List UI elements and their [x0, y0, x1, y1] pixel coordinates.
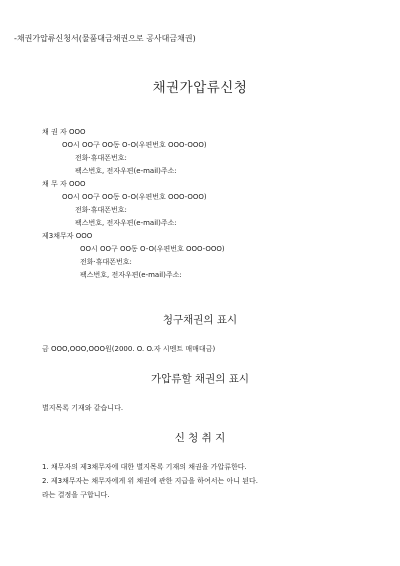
purpose-line-1: 1. 채무자의 제3채무자에 대한 별지목록 기재의 채권을 가압류한다. [42, 463, 247, 471]
third-debtor-fax: 팩스번호, 전자우편(e-mail)주소: [80, 271, 182, 279]
third-debtor-address: OO시 OO구 OO동 O-O(우편번호 OOO-OOO) [80, 245, 225, 253]
third-debtor-phone: 전화·휴대폰번호: [80, 258, 132, 266]
document-title: 채권가압류신청 [152, 80, 248, 96]
purpose-line-3: 라는 결정을 구합니다. [42, 491, 110, 499]
creditor-label: 채 권 자 OOO [42, 128, 86, 136]
purpose-line-2: 2. 제3채무자는 채무자에게 위 채권에 관한 지급을 하여서는 아니 된다. [42, 477, 258, 485]
document-subtitle: -채권가압류신청서(물품대금채권으로 공사대금채권) [14, 34, 196, 43]
seized-claim-heading: 가압류할 채권의 표시 [151, 373, 249, 385]
claim-amount: 금 OOO,OOO,OOO원(2000. O. O.자 시멘트 매매대금) [42, 345, 216, 353]
purpose-heading: 신 청 취 지 [174, 432, 226, 444]
debtor-address: OO시 OO구 OO동 O-O(우편번호 OOO-OOO) [62, 193, 207, 201]
debtor-label: 채 무 자 OOO [42, 180, 86, 188]
creditor-address: OO시 OO구 OO동 O-O(우편번호 OOO-OOO) [62, 141, 207, 149]
creditor-phone: 전화·휴대폰번호: [75, 154, 127, 162]
creditor-fax: 팩스번호, 전자우편(e-mail)주소: [75, 167, 177, 175]
debtor-phone: 전화·휴대폰번호: [75, 206, 127, 214]
seized-claim-text: 별지목록 기재와 같습니다. [42, 404, 124, 412]
third-debtor-label: 제3채무자 OOO [42, 232, 93, 240]
debtor-fax: 팩스번호, 전자우편(e-mail)주소: [75, 219, 177, 227]
claim-heading: 청구채권의 표시 [162, 314, 238, 326]
